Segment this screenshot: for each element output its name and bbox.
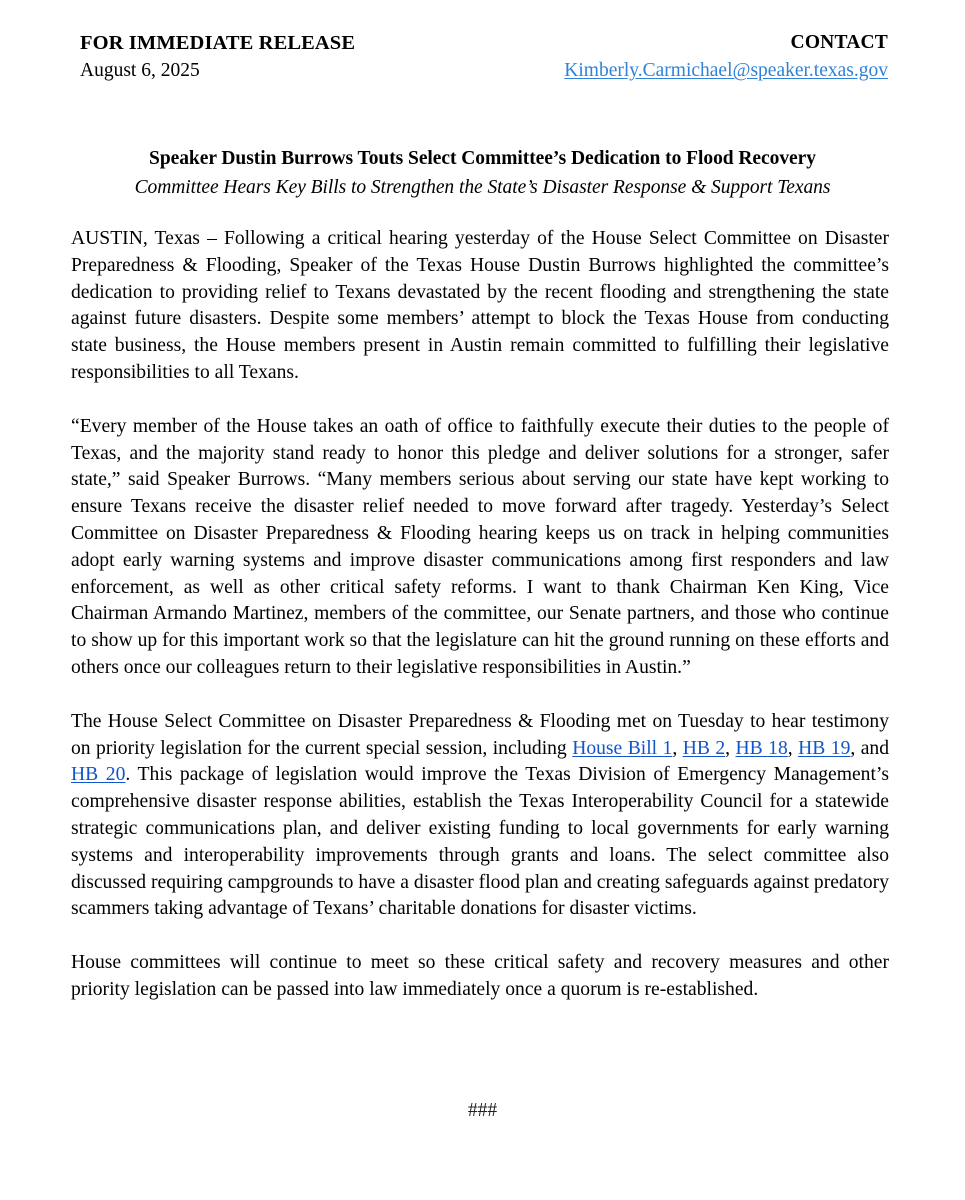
- document-body: [71, 226, 889, 1004]
- paragraph-3-text-tail: . This package of legislation would improve the Texas Division of Emergency Management’s comprehensive disaster response abilities, establish the Texas Interoperability Council for a statewide strategic communications plan, and deliver existing funding to local governments for early warning systems and interoperability improvements through grants and loans. The select committee also discussed requiring campgrounds to have a disaster flood plan and creating safeguards against predatory scammers taking advantage of Texans’ charitable donations for disaster victims.: [71, 764, 889, 920]
- page-subtitle: Committee Hears Key Bills to Strengthen the State’s Disaster Response & Support Texans: [134, 177, 831, 198]
- link-hb-19[interactable]: HB 19: [798, 737, 851, 759]
- paragraph-2-quote: “Every member of the House takes an oath of office to faithfully execute their duties to the people of Texas, and the majority stand ready to honor this pledge and deliver solutions for a stronger, safer state,” said Speaker Burrows. “Many members serious about serving our state have kept working to ensure Texans receive the disaster relief needed to move forward after tragedy. Yesterday’s Select Committee on Disaster Preparedness & Flooding hearing keeps us on track in helping communities adopt early warning systems and improve disaster communications among first responders and law enforcement, as well as other critical safety reforms. I want to thank Chairman Ken King, Vice Chairman Armando Martinez, members of the committee, our Senate partners, and those who continue to show up for this important work so that the legislature can hit the ground running on these efforts and others once our colleagues return to their legislative responsibilities in Austin.”: [71, 415, 889, 678]
- document-header: [0, 30, 965, 92]
- paragraph-3-separator-1: ,: [672, 737, 683, 759]
- paragraph-3-separator-2: ,: [725, 737, 736, 759]
- paragraph-3-legislation: [71, 709, 889, 923]
- header-left-block: [80, 30, 355, 84]
- link-hb-2[interactable]: HB 2: [682, 737, 726, 759]
- contact-label: CONTACT: [790, 32, 888, 53]
- paragraph-4: House committees will continue to meet so these critical safety and recovery measures and other priority legislation can be passed into law immediately once a quorum is re-established.: [71, 952, 889, 1000]
- release-date: August 6, 2025: [80, 60, 200, 81]
- link-hb-20[interactable]: HB 20: [71, 764, 126, 786]
- link-hb-18[interactable]: HB 18: [735, 737, 788, 759]
- paragraph-1: AUSTIN, Texas – Following a critical hearing yesterday of the House Select Committee on Disaster Preparedness & Flooding, Speaker of the Texas House Dustin Burrows highlighted the committee’s dedication to providing relief to Texans devastated by the recent flooding and strengthening the state against future disasters. Despite some members’ attempt to block the Texas House from conducting state business, the House members present in Austin remain committed to fulfilling their legislative responsibilities to all Texans.: [71, 228, 889, 383]
- paragraph-3-text-lead: The House Select Committee on Disaster Preparedness & Flooding met on Tuesday to hear testimony on priority legislation for the current special session, including: [71, 710, 889, 759]
- link-house-bill-1[interactable]: House Bill 1: [572, 737, 673, 759]
- end-of-release-mark: ###: [467, 1100, 498, 1121]
- paragraph-3-separator-3: ,: [787, 737, 799, 759]
- contact-email-link[interactable]: Kimberly.Carmichael@speaker.texas.gov: [564, 60, 888, 81]
- title-block: [0, 146, 965, 201]
- page-title: Speaker Dustin Burrows Touts Select Committee’s Dedication to Flood Recovery: [149, 148, 816, 169]
- header-right-block: [564, 30, 888, 84]
- for-immediate-release-label: FOR IMMEDIATE RELEASE: [80, 32, 356, 54]
- paragraph-3-separator-4: , and: [850, 737, 890, 759]
